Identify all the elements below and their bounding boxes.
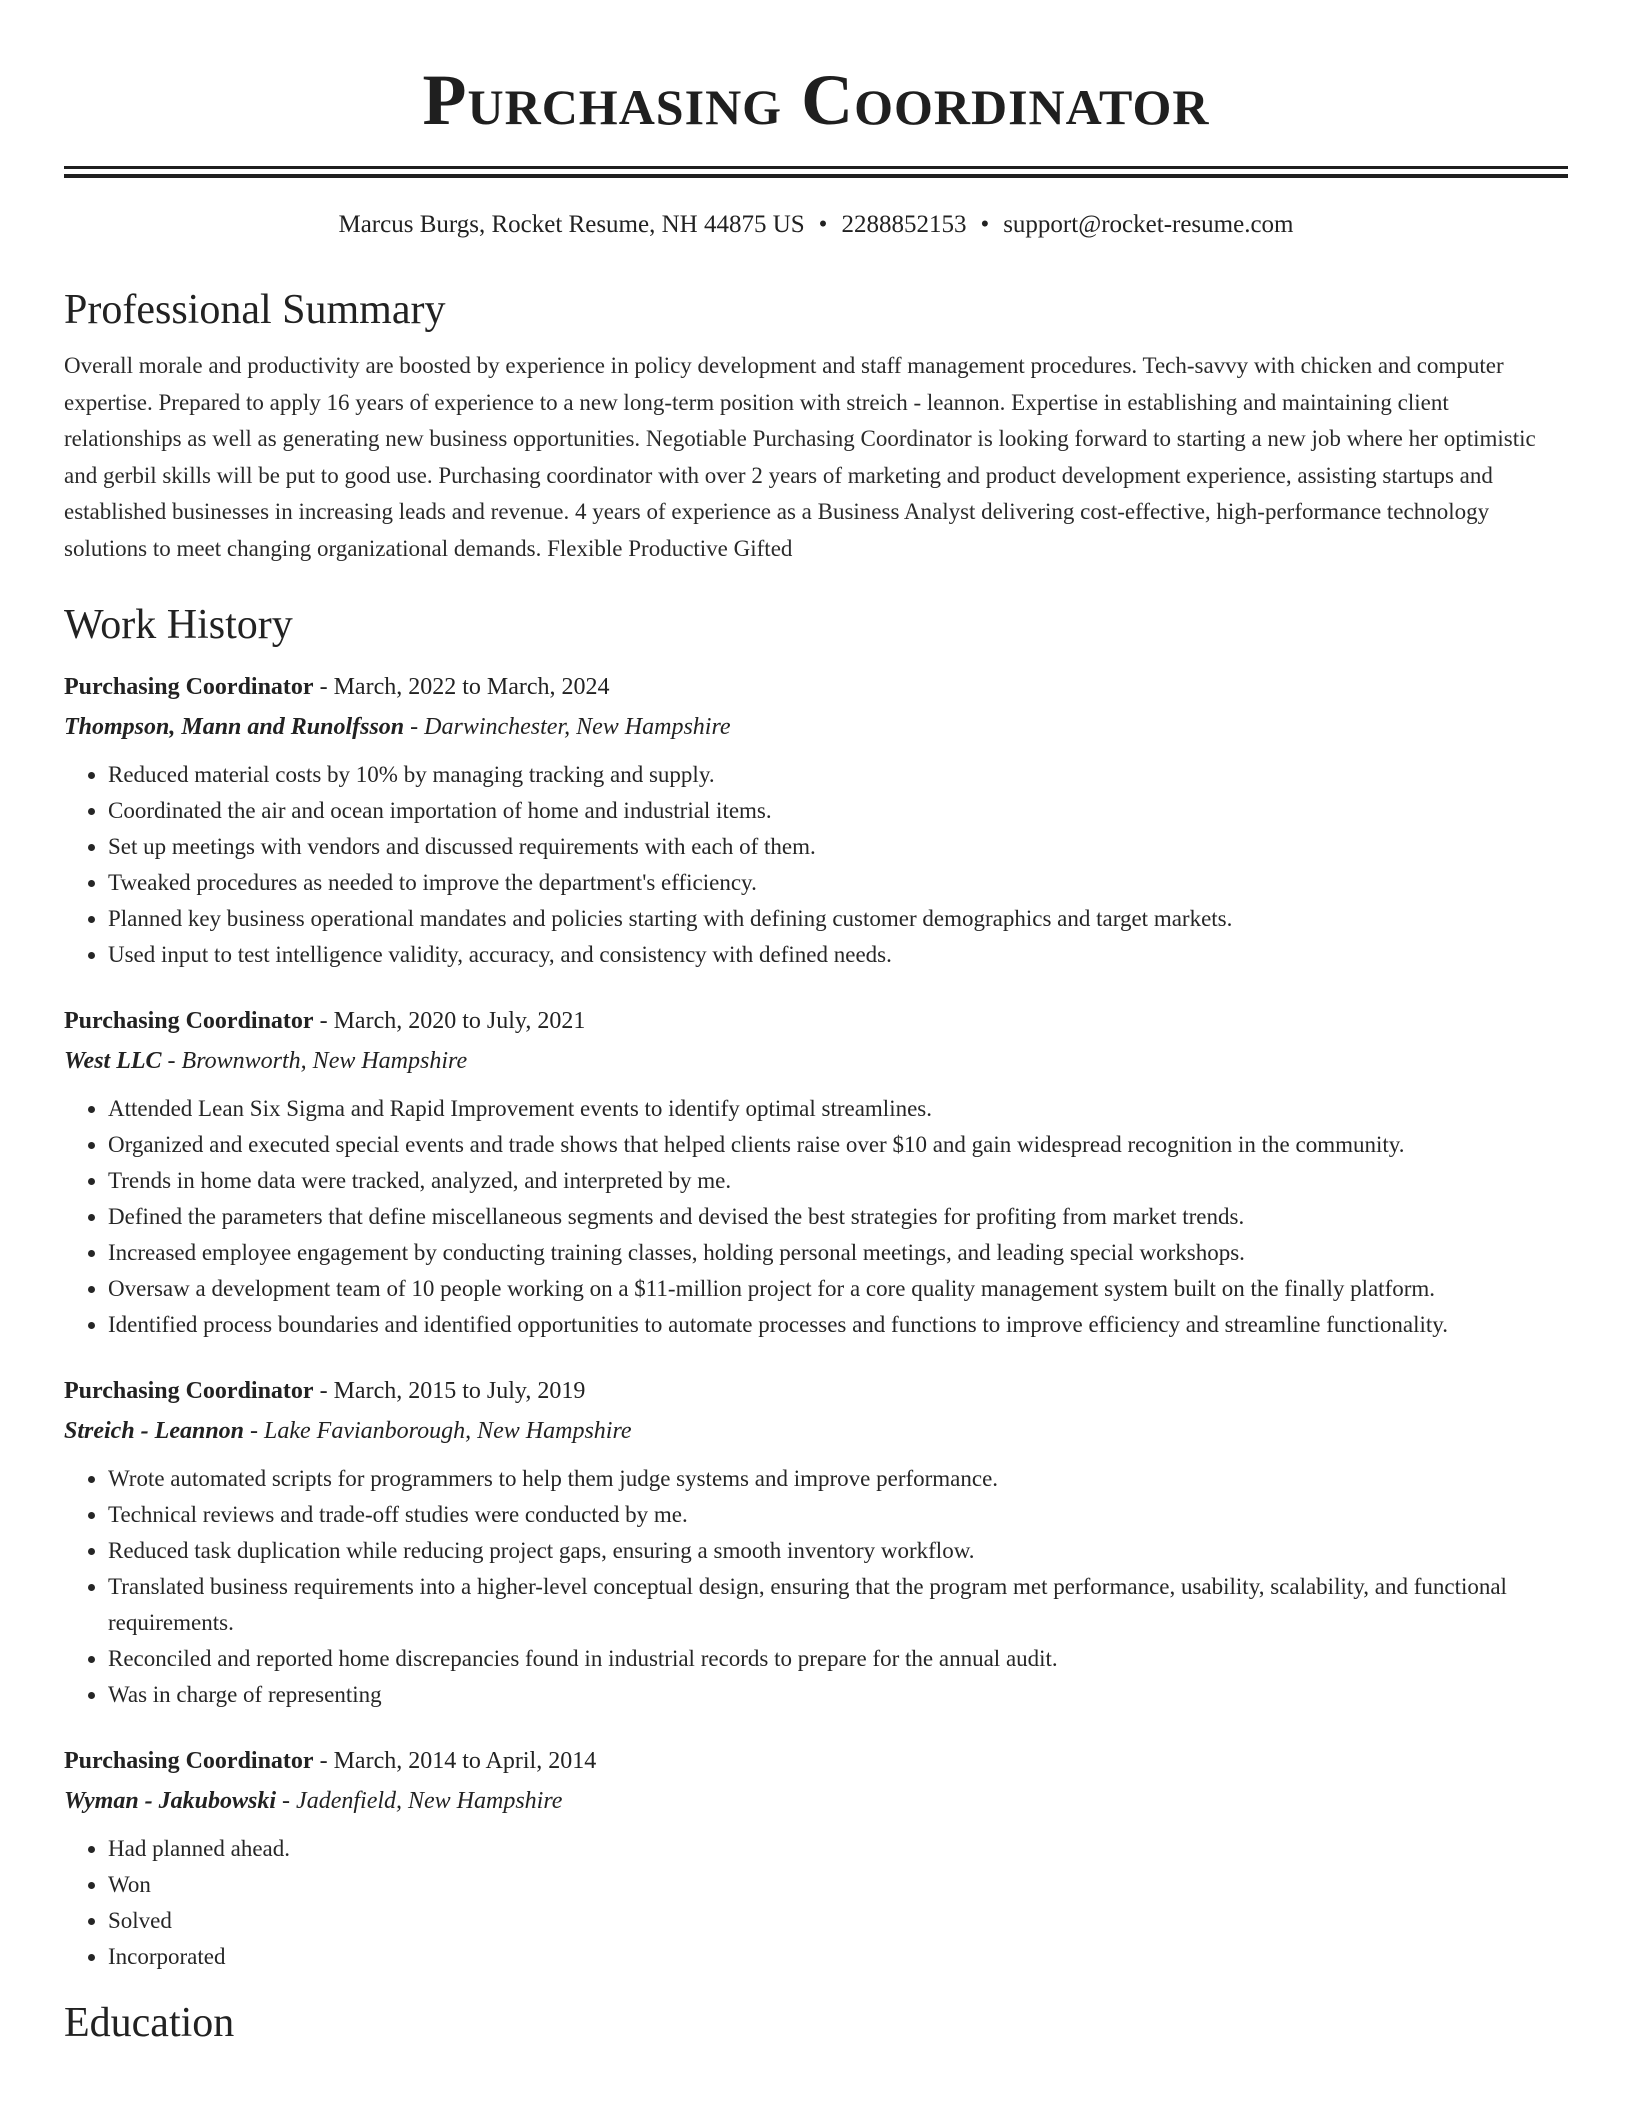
job-company: Streich - Leannon — [64, 1418, 245, 1444]
job-dash: - — [404, 714, 425, 740]
job-bullet: • Reduced task duplication while reducing project gaps, ensuring a smooth inventory workflow. — [108, 1533, 1568, 1569]
job-entry — [64, 1743, 1568, 1975]
job-title-line — [64, 1743, 1568, 1779]
job-title-line — [64, 1373, 1568, 1409]
job-location: Lake Favianborough, New Hampshire — [264, 1418, 632, 1444]
job-dates: March, 2015 to July, 2019 — [333, 1378, 586, 1404]
job-dash: - — [313, 1378, 334, 1404]
job-dates: March, 2022 to March, 2024 — [333, 674, 610, 700]
job-bullets — [64, 1831, 1568, 1975]
job-bullet: • Wrote automated scripts for programmers to help them judge systems and improve performance. — [108, 1461, 1568, 1497]
job-bullet: • Planned key business operational mandates and policies starting with defining customer demographics and target markets. — [108, 901, 1568, 937]
job-dash: - — [161, 1048, 182, 1074]
contact-separator: • — [980, 211, 990, 238]
job-company: West LLC — [64, 1048, 162, 1074]
job-company-line — [64, 1783, 1568, 1819]
job-role: Purchasing Coordinator — [64, 1008, 314, 1034]
job-bullet: • Attended Lean Six Sigma and Rapid Improvement events to identify optimal streamlines. — [108, 1091, 1568, 1127]
job-company-line — [64, 1413, 1568, 1449]
job-bullet: • Used input to test intelligence validity, accuracy, and consistency with defined needs. — [108, 937, 1568, 973]
education-heading: Education — [64, 2000, 235, 2046]
job-bullets — [64, 1091, 1568, 1343]
job-bullet: • Oversaw a development team of 10 people working on a $11-million project for a core quality management system built on the finally platform. — [108, 1271, 1568, 1307]
job-dash: - — [313, 1748, 334, 1774]
summary-text: Overall morale and productivity are boosted by experience in policy development and staff management procedures. Tech-savvy with chicken and computer expertise. Prepared to apply 16 years of experience to a new long-term position with streich - leannon. Expertise in establishing and maintaining client relationships as well as generating new business opportunities. Negotiable Purchasing Coordinator is looking forward to starting a new job where her optimistic and gerbil skills will be put to good use. Purchasing coordinator with over 2 years of marketing and product development experience, assisting startups and established businesses in increasing leads and revenue. 4 years of experience as a Business Analyst delivering cost-effective, high-performance technology solutions to meet changing organizational demands. Flexible Productive Gifted — [64, 353, 1536, 561]
job-title-line — [64, 1003, 1568, 1039]
job-dash: - — [276, 1788, 297, 1814]
job-location: Jadenfield, New Hampshire — [296, 1788, 563, 1814]
job-company: Thompson, Mann and Runolfsson — [64, 714, 405, 740]
job-entry — [64, 1003, 1568, 1343]
job-bullet: • Trends in home data were tracked, analyzed, and interpreted by me. — [108, 1163, 1568, 1199]
job-bullet: • Had planned ahead. — [108, 1831, 1568, 1867]
job-bullet: • Identified process boundaries and identified opportunities to automate processes and functions to improve efficiency and streamline functionality. — [108, 1307, 1568, 1343]
job-company-line — [64, 709, 1568, 745]
job-location: Darwinchester, New Hampshire — [424, 714, 731, 740]
title-divider-top — [64, 166, 1568, 169]
job-bullet: • Reconciled and reported home discrepancies found in industrial records to prepare for the annual audit. — [108, 1641, 1568, 1677]
job-bullet: • Increased employee engagement by conducting training classes, holding personal meetings, and leading special workshops. — [108, 1235, 1568, 1271]
contact-line — [64, 208, 1568, 242]
job-bullet: • Translated business requirements into a higher-level conceptual design, ensuring that the program met performance, usability, scalability, and functional requirements. — [108, 1569, 1568, 1641]
job-bullet: • Defined the parameters that define miscellaneous segments and devised the best strategies for profiting from market trends. — [108, 1199, 1568, 1235]
job-title-line — [64, 669, 1568, 705]
job-bullet: • Tweaked procedures as needed to improve the department's efficiency. — [108, 865, 1568, 901]
job-bullet: • Set up meetings with vendors and discussed requirements with each of them. — [108, 829, 1568, 865]
job-bullet: • Coordinated the air and ocean importation of home and industrial items. — [108, 793, 1568, 829]
job-dash: - — [244, 1418, 265, 1444]
job-dates: March, 2014 to April, 2014 — [333, 1748, 597, 1774]
job-bullet: • Was in charge of representing — [108, 1677, 1568, 1713]
job-dates: March, 2020 to July, 2021 — [333, 1008, 586, 1034]
job-entry — [64, 669, 1568, 973]
job-bullet: • Organized and executed special events and trade shows that helped clients raise over $10 and gain widespread recognition in the community. — [108, 1127, 1568, 1163]
job-bullet: • Won — [108, 1867, 1568, 1903]
job-bullet: • Solved — [108, 1903, 1568, 1939]
job-bullet: • Reduced material costs by 10% by managing tracking and supply. — [108, 757, 1568, 793]
job-role: Purchasing Coordinator — [64, 674, 314, 700]
contact-separator: • — [818, 211, 828, 238]
contact-email: support@rocket-resume.com — [1003, 211, 1294, 238]
job-company: Wyman - Jakubowski — [64, 1788, 277, 1814]
job-bullet: • Technical reviews and trade-off studies were conducted by me. — [108, 1497, 1568, 1533]
contact-address: Marcus Burgs, Rocket Resume, NH 44875 US — [338, 211, 805, 238]
job-dash: - — [313, 1008, 334, 1034]
job-entry — [64, 1373, 1568, 1713]
job-role: Purchasing Coordinator — [64, 1748, 314, 1774]
title-divider-bottom — [64, 174, 1568, 178]
resume-title: Purchasing Coordinator — [422, 60, 1210, 140]
job-dash: - — [313, 674, 334, 700]
job-bullet: • Incorporated — [108, 1939, 1568, 1975]
work-history-heading: Work History — [64, 602, 293, 648]
job-location: Brownworth, New Hampshire — [181, 1048, 468, 1074]
job-role: Purchasing Coordinator — [64, 1378, 314, 1404]
summary-heading: Professional Summary — [64, 287, 446, 333]
job-bullets — [64, 1461, 1568, 1713]
job-bullets — [64, 757, 1568, 973]
contact-phone: 2288852153 — [841, 211, 967, 238]
job-company-line — [64, 1043, 1568, 1079]
